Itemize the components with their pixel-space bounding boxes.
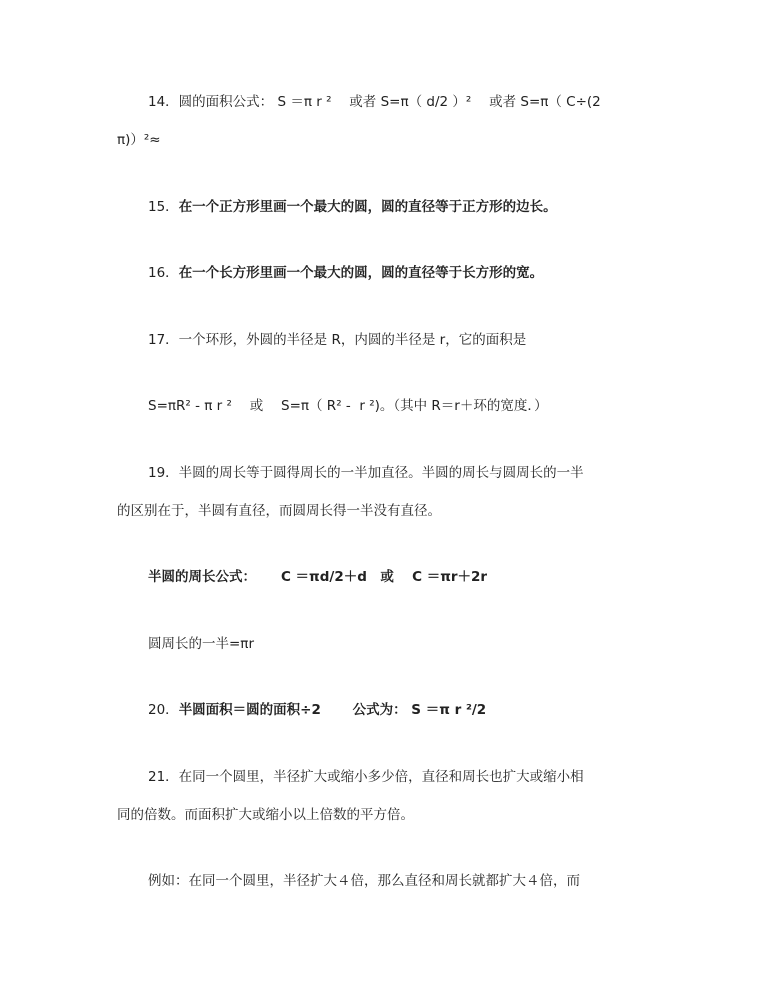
para-20-number: 20．	[148, 702, 179, 718]
para-20	[148, 700, 486, 720]
para-17-line-1: 17．一个环形，外圆的半径是 R，内圆的半径是 r，它的面积是	[148, 332, 527, 348]
para-15-text: 在一个正方形里画一个最大的圆，圆的直径等于正方形的边长。	[178, 199, 557, 215]
para-20-text: 半圆面积＝圆的面积÷2 公式为： S ＝π r ²/2	[178, 702, 487, 718]
example-line: 例如：在同一个圆里，半径扩大４倍，那么直径和周长就都扩大４倍，而	[148, 873, 580, 889]
para-14-line-2: π)）²≈	[117, 132, 161, 148]
para-17-line-2: S=πR² - π r ² 或 S=π（ R² - r ²)。（其中 R＝r＋环的宽度．）	[148, 398, 548, 414]
para-15	[148, 197, 557, 217]
para-16-text: 在一个长方形里画一个最大的圆，圆的直径等于长方形的宽。	[178, 265, 544, 281]
half-circumference: 圆周长的一半=πr	[148, 636, 254, 652]
para-19-line-1: 19．半圆的周长等于圆得周长的一半加直径。半圆的周长与圆周长的一半	[148, 465, 584, 481]
para-21-line-1: 21．在同一个圆里，半径扩大或缩小多少倍，直径和周长也扩大或缩小相	[148, 769, 584, 785]
para-19-line-2: 的区别在于，半圆有直径，而圆周长得一半没有直径。	[117, 503, 441, 519]
para-14-line-1: 14．圆的面积公式： S ＝π r ² 或者 S=π（ d/2 ）² 或者 S=π（ C÷(2	[148, 94, 601, 110]
para-21-line-2: 同的倍数。而面积扩大或缩小以上倍数的平方倍。	[117, 807, 414, 823]
para-15-number: 15．	[148, 199, 179, 215]
para-16	[148, 263, 543, 283]
para-16-number: 16．	[148, 265, 179, 281]
semi-circle-perimeter-formula: 半圆的周长公式： C ＝πd/2＋d 或 C ＝πr＋2r	[148, 569, 488, 585]
